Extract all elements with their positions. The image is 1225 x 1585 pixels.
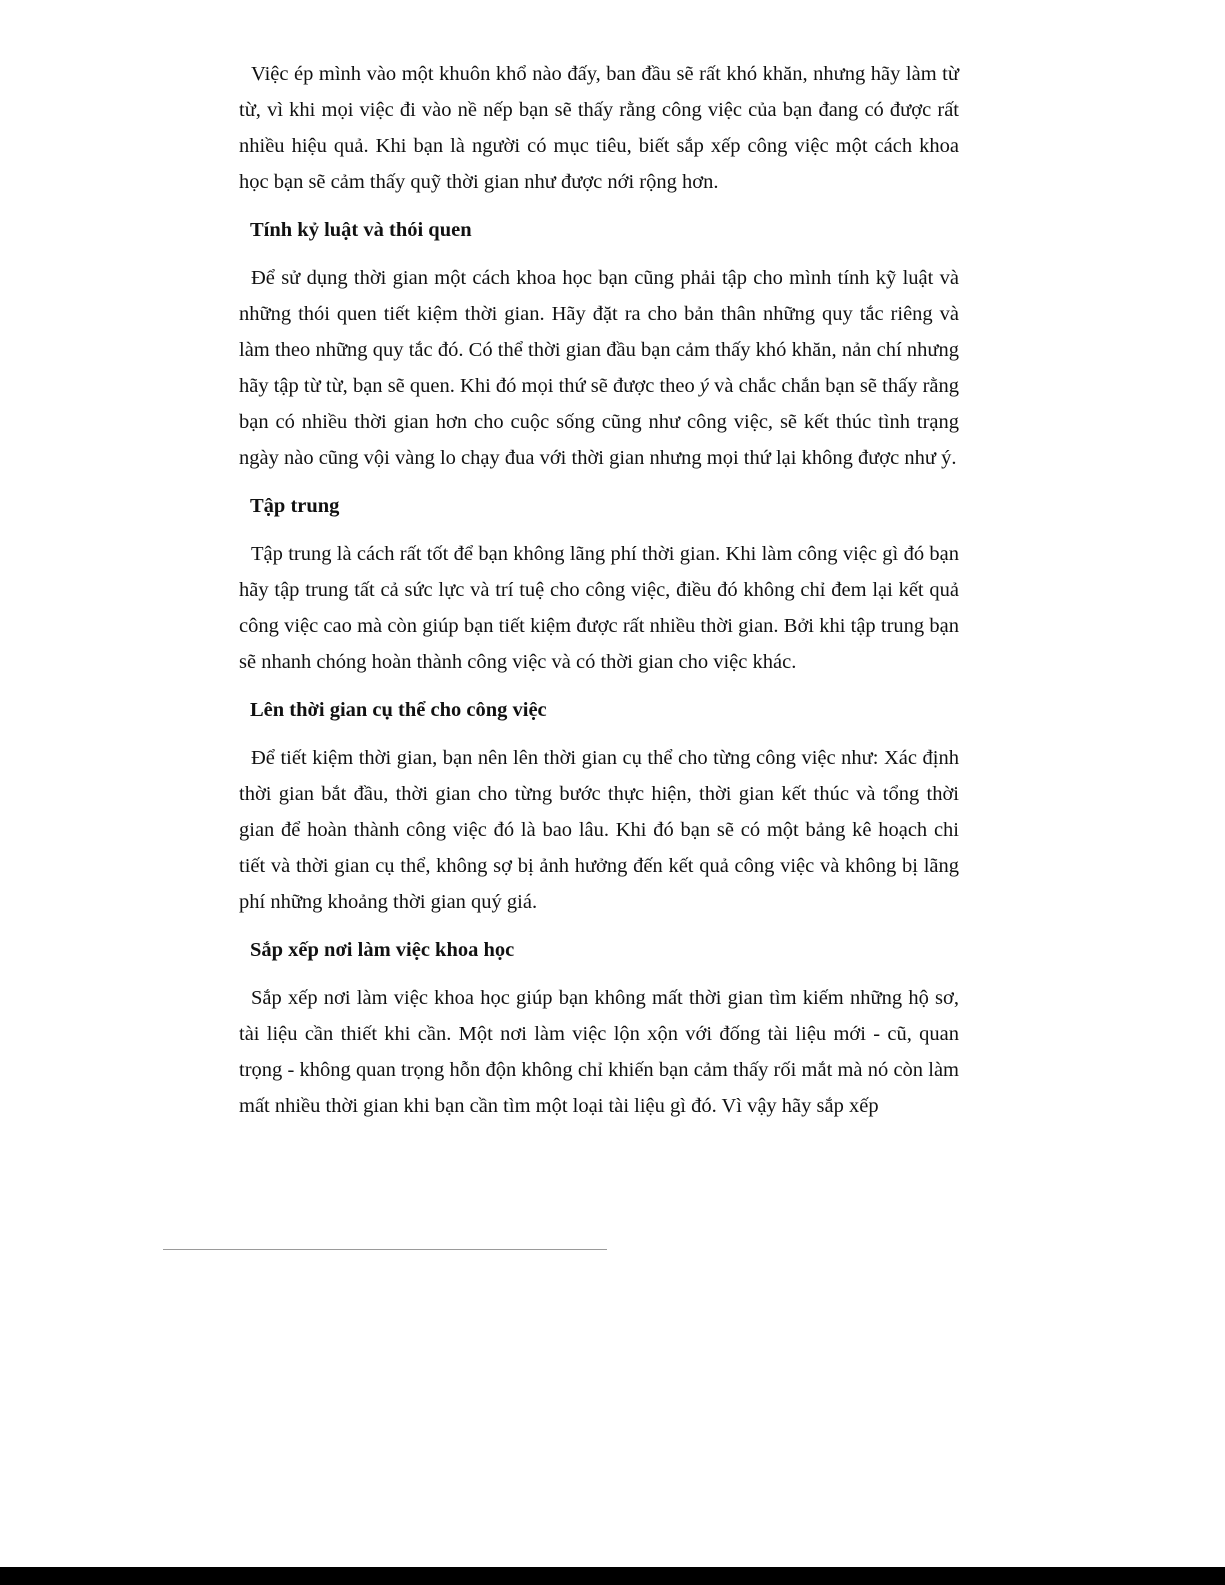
paragraph-discipline — [239, 260, 959, 476]
paragraph-intro — [239, 56, 959, 200]
section-heading-discipline: Tính kỷ luật và thói quen — [250, 219, 472, 241]
paragraph-text: Để sử dụng thời gian một cách khoa học bạn cũng phải tập cho mình tính kỹ luật và những thói quen tiết kiệm thời gian. Hãy đặt ra cho bản thân những quy tắc riêng và làm theo những quy tắc đó. Có thể thời gian đầu bạn cảm thấy khó khăn, nản chí nhưng hãy tập từ từ, bạn sẽ quen. Khi đó mọi thứ sẽ được theo — [239, 267, 959, 397]
section-heading-schedule: Lên thời gian cụ thể cho công việc — [250, 699, 547, 721]
page-bottom-edge — [0, 1567, 1225, 1585]
paragraph-text: Sắp xếp nơi làm việc khoa học giúp bạn không mất thời gian tìm kiếm những hộ sơ, tài liệu cần thiết khi cần. Một nơi làm việc lộn xộn với đống tài liệu mới - cũ, quan trọng - không quan trọng hỗn độn không chỉ khiến bạn cảm thấy rối mắt mà nó còn làm mất nhiều thời gian khi bạn cần tìm một loại tài liệu gì đó. Vì vậy hãy sắp xếp — [239, 987, 959, 1117]
paragraph-italic-word: ý — [699, 375, 710, 397]
footnote-separator — [163, 1249, 607, 1250]
paragraph-text-after: và chắc chắn bạn sẽ thấy rằng bạn có nhiều thời gian hơn cho cuộc sống cũng như công việc, sẽ kết thúc tình trạng ngày nào cũng vội vàng lo chạy đua với thời gian nhưng mọi thứ lại không được như ý. — [239, 375, 960, 469]
paragraph-text: Tập trung là cách rất tốt để bạn không lãng phí thời gian. Khi làm công việc gì đó bạn hãy tập trung tất cả sức lực và trí tuệ cho công việc, điều đó không chỉ đem lại kết quả công việc cao mà còn giúp bạn tiết kiệm được rất nhiều thời gian. Bởi khi tập trung bạn sẽ nhanh chóng hoàn thành công việc và có thời gian cho việc khác. — [239, 543, 959, 673]
paragraph-focus — [239, 536, 959, 680]
document-body — [239, 56, 959, 1136]
section-heading-workspace: Sắp xếp nơi làm việc khoa học — [250, 939, 515, 961]
paragraph-text: Để tiết kiệm thời gian, bạn nên lên thời gian cụ thể cho từng công việc như: Xác định thời gian bắt đầu, thời gian cho từng bước thực hiện, thời gian kết thúc và tổng thời gian để hoàn thành công việc đó là bao lâu. Khi đó bạn sẽ có một bảng kê hoạch chi tiết và thời gian cụ thể, không sợ bị ảnh hưởng đến kết quả công việc và không bị lãng phí những khoảng thời gian quý giá. — [239, 747, 959, 913]
paragraph-workspace — [239, 980, 959, 1124]
paragraph-schedule — [239, 740, 959, 920]
section-heading-focus: Tập trung — [250, 495, 340, 517]
paragraph-text: Việc ép mình vào một khuôn khổ nào đấy, ban đầu sẽ rất khó khăn, nhưng hãy làm từ từ, vì khi mọi việc đi vào nề nếp bạn sẽ thấy rằng công việc của bạn đang có được rất nhiều hiệu quả. Khi bạn là người có mục tiêu, biết sắp xếp công việc một cách khoa học bạn sẽ cảm thấy quỹ thời gian như được nới rộng hơn. — [239, 63, 959, 193]
